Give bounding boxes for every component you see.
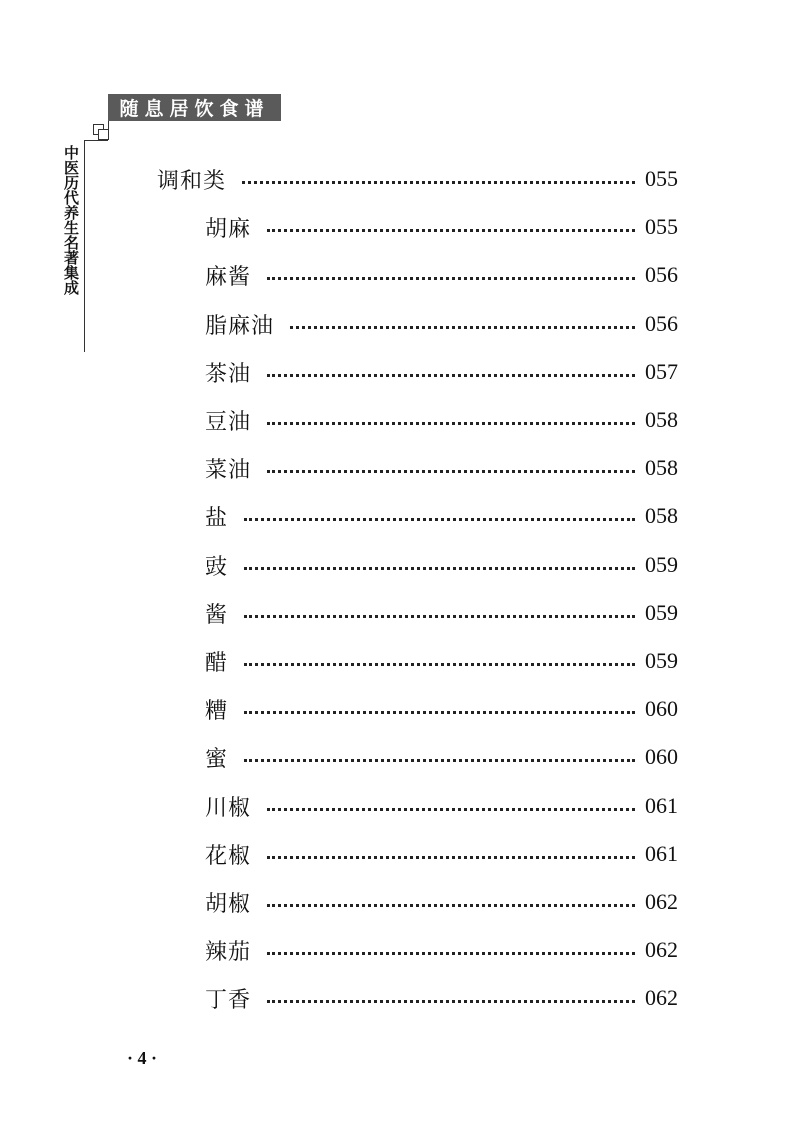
toc-leader-dots [242, 181, 635, 184]
toc-entry-page: 060 [645, 696, 678, 721]
toc-entry-page: 062 [645, 985, 678, 1010]
toc-entry-page: 059 [645, 648, 678, 673]
toc-leader-dots [267, 277, 635, 280]
frame-square-inner [98, 129, 109, 140]
toc-leader-dots [244, 663, 635, 666]
toc-entry [205, 548, 678, 582]
toc-leader-dots [244, 615, 635, 618]
toc-entry-page: 056 [645, 311, 678, 336]
toc-entry-title: 醋 [205, 650, 229, 676]
toc-entry [205, 885, 678, 919]
toc-entry [157, 162, 678, 196]
toc-entry [205, 258, 678, 292]
toc-entry-page: 061 [645, 841, 678, 866]
toc-leader-dots [267, 374, 635, 377]
toc-entry-title: 胡椒 [205, 891, 252, 917]
toc-entry-title: 脂麻油 [205, 313, 275, 339]
toc-entry-page: 055 [645, 166, 678, 191]
toc-entry-page: 059 [645, 552, 678, 577]
toc-leader-dots [244, 518, 635, 521]
toc-entry-title: 糟 [205, 698, 229, 724]
toc-entry [205, 933, 678, 967]
toc-entry [205, 307, 678, 341]
page-number: · 4 · [127, 1048, 158, 1068]
toc-entry-title: 菜油 [205, 457, 252, 483]
toc-leader-dots [267, 470, 635, 473]
toc-entry-page: 060 [645, 744, 678, 769]
toc-leader-dots [267, 904, 635, 907]
toc-entry-page: 058 [645, 407, 678, 432]
toc-entry-page: 062 [645, 937, 678, 962]
toc-entry-title: 调和类 [157, 168, 227, 194]
toc-entry-title: 川椒 [205, 795, 252, 821]
toc-entry-page: 058 [645, 503, 678, 528]
toc-entry-title: 盐 [205, 505, 229, 531]
toc-leader-dots [267, 952, 635, 955]
frame-line-vertical [84, 140, 85, 352]
toc-entry [205, 499, 678, 533]
toc-entry-page: 058 [645, 455, 678, 480]
frame-line-horizontal [84, 140, 108, 141]
toc-entry [205, 740, 678, 774]
toc-entry [205, 644, 678, 678]
toc-entry [205, 837, 678, 871]
toc-leader-dots [267, 422, 635, 425]
toc-entry-page: 057 [645, 359, 678, 384]
toc-entry-title: 辣茄 [205, 939, 252, 965]
toc-leader-dots [267, 808, 635, 811]
toc-entry-title: 茶油 [205, 361, 252, 387]
toc-entry-page: 056 [645, 262, 678, 287]
toc-leader-dots [267, 856, 635, 859]
toc-entry-title: 豉 [205, 554, 229, 580]
toc-entry [205, 692, 678, 726]
book-title: 随息居饮食谱 [108, 94, 281, 121]
toc-entry [205, 210, 678, 244]
toc-leader-dots [267, 229, 635, 232]
toc-entry-title: 花椒 [205, 843, 252, 869]
series-title: 中医历代养生名著集成 [62, 145, 80, 295]
toc-entry [205, 403, 678, 437]
toc-leader-dots [244, 711, 635, 714]
toc-leader-dots [267, 1000, 635, 1003]
toc-entry-page: 061 [645, 793, 678, 818]
toc-entry-title: 酱 [205, 602, 229, 628]
toc-entry-title: 胡麻 [205, 216, 252, 242]
toc-entry-page: 055 [645, 214, 678, 239]
toc-entry-title: 丁香 [205, 987, 252, 1013]
toc-entry-title: 豆油 [205, 409, 252, 435]
toc-entry [205, 981, 678, 1015]
toc-entry [205, 451, 678, 485]
toc-entry-page: 062 [645, 889, 678, 914]
toc-entry [205, 789, 678, 823]
toc-entry-page: 059 [645, 600, 678, 625]
toc-leader-dots [244, 567, 635, 570]
toc-entry [205, 596, 678, 630]
toc-entry-title: 麻酱 [205, 264, 252, 290]
toc-entry [205, 355, 678, 389]
toc-leader-dots [244, 759, 635, 762]
toc-leader-dots [290, 326, 635, 329]
toc-entry-title: 蜜 [205, 746, 229, 772]
